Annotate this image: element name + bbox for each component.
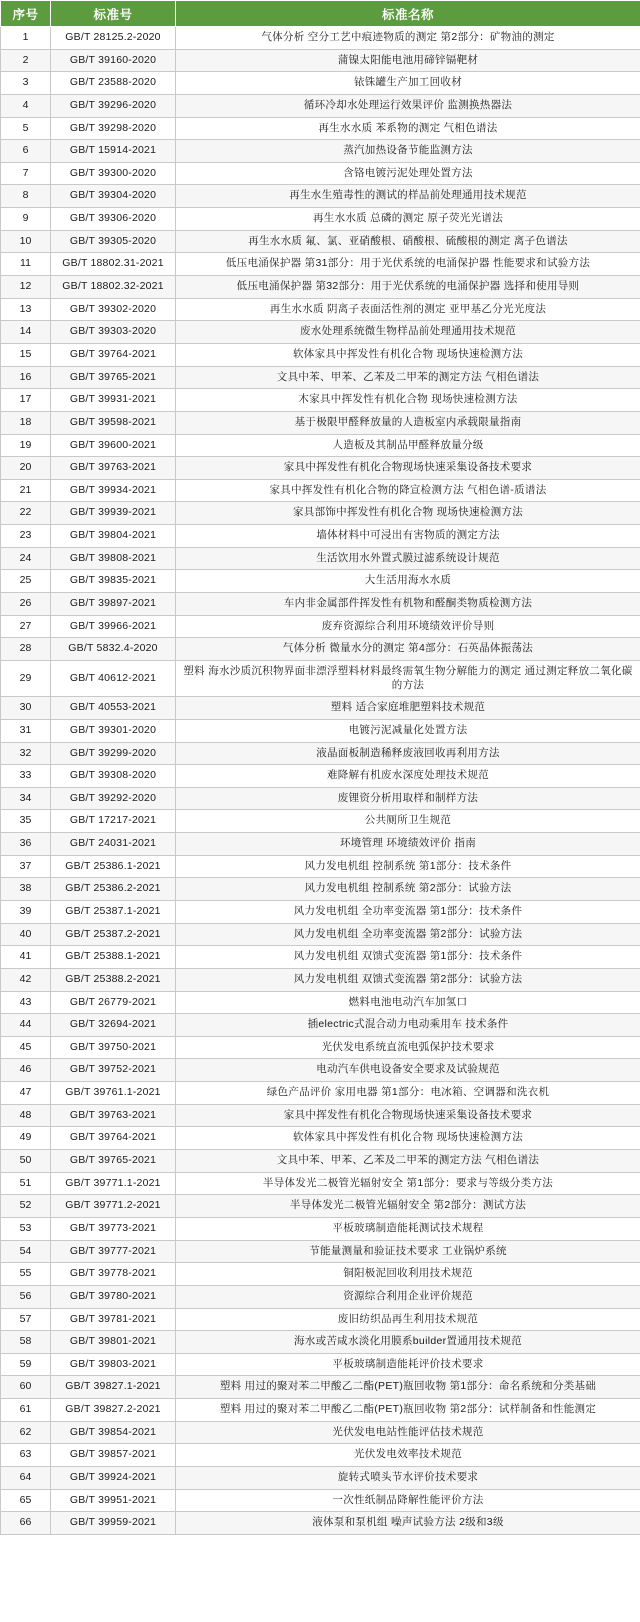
cell-standard-code: GB/T 39292-2020 (51, 787, 176, 810)
cell-serial-number: 48 (1, 1104, 51, 1127)
cell-standard-code: GB/T 39763-2021 (51, 457, 176, 480)
cell-standard-code: GB/T 23588-2020 (51, 72, 176, 95)
cell-serial-number: 46 (1, 1059, 51, 1082)
cell-standard-name: 气体分析 空分工艺中痕迹物质的测定 第2部分：矿物油的测定 (176, 27, 640, 50)
cell-standard-name: 海水或苦咸水淡化用膜系builder置通用技术规范 (176, 1331, 640, 1354)
cell-standard-name: 家具中挥发性有机化合物的降宣检测方法 气相色谱-质谱法 (176, 479, 640, 502)
cell-serial-number: 44 (1, 1014, 51, 1037)
table-row (1, 1014, 640, 1037)
cell-standard-name: 风力发电机组 全功率变流器 第1部分：技术条件 (176, 900, 640, 923)
cell-serial-number: 43 (1, 991, 51, 1014)
cell-standard-name: 光伏发电电站性能评估技术规范 (176, 1421, 640, 1444)
cell-standard-code: GB/T 39803-2021 (51, 1353, 176, 1376)
cell-standard-code: GB/T 39781-2021 (51, 1308, 176, 1331)
cell-serial-number: 61 (1, 1399, 51, 1422)
table-row (1, 1331, 640, 1354)
table-row (1, 366, 640, 389)
cell-standard-code: GB/T 5832.4-2020 (51, 638, 176, 661)
cell-serial-number: 6 (1, 140, 51, 163)
cell-standard-name: 再生水生殖毒性的测试的样品前处理通用技术规范 (176, 185, 640, 208)
table-row (1, 660, 640, 696)
table-row (1, 1467, 640, 1490)
cell-standard-code: GB/T 39296-2020 (51, 94, 176, 117)
cell-serial-number: 51 (1, 1172, 51, 1195)
cell-standard-code: GB/T 39854-2021 (51, 1421, 176, 1444)
table-row (1, 1195, 640, 1218)
table-row (1, 72, 640, 95)
cell-serial-number: 13 (1, 298, 51, 321)
cell-standard-name: 一次性纸制品降解性能评价方法 (176, 1489, 640, 1512)
cell-standard-name: 低压电涌保护器 第32部分：用于光伏系统的电涌保护器 选择和使用导则 (176, 276, 640, 299)
cell-standard-code: GB/T 15914-2021 (51, 140, 176, 163)
cell-standard-name: 液晶面板制造稀释废液回收再利用方法 (176, 742, 640, 765)
table-row (1, 27, 640, 50)
table-row (1, 742, 640, 765)
cell-serial-number: 7 (1, 162, 51, 185)
cell-serial-number: 53 (1, 1217, 51, 1240)
cell-serial-number: 54 (1, 1240, 51, 1263)
cell-standard-code: GB/T 39764-2021 (51, 1127, 176, 1150)
table-row (1, 968, 640, 991)
cell-standard-code: GB/T 39761.1-2021 (51, 1082, 176, 1105)
cell-serial-number: 38 (1, 878, 51, 901)
cell-serial-number: 21 (1, 479, 51, 502)
cell-standard-code: GB/T 39951-2021 (51, 1489, 176, 1512)
table-row (1, 502, 640, 525)
cell-serial-number: 2 (1, 49, 51, 72)
table-header (1, 1, 640, 27)
cell-standard-code: GB/T 40612-2021 (51, 660, 176, 696)
cell-standard-name: 再生水水质 总磷的测定 原子荧光光谱法 (176, 208, 640, 231)
cell-standard-name: 燃料电池电动汽车加氢口 (176, 991, 640, 1014)
cell-standard-name: 文具中苯、甲苯、乙苯及二甲苯的测定方法 气相色谱法 (176, 366, 640, 389)
cell-standard-name: 风力发电机组 双馈式变流器 第2部分：试验方法 (176, 968, 640, 991)
table-row (1, 343, 640, 366)
cell-serial-number: 52 (1, 1195, 51, 1218)
cell-serial-number: 17 (1, 389, 51, 412)
cell-serial-number: 22 (1, 502, 51, 525)
cell-standard-name: 大生活用海水水质 (176, 570, 640, 593)
cell-serial-number: 1 (1, 27, 51, 50)
cell-standard-name: 生活饮用水外置式膜过滤系统设计规范 (176, 547, 640, 570)
column-header-name: 标准名称 (176, 1, 640, 27)
cell-serial-number: 30 (1, 697, 51, 720)
cell-standard-name: 家具部饰中挥发性有机化合物 现场快速检测方法 (176, 502, 640, 525)
cell-standard-name: 平板玻璃制造能耗测试技术规程 (176, 1217, 640, 1240)
table-row (1, 1421, 640, 1444)
cell-standard-name: 废旧纺织品再生利用技术规范 (176, 1308, 640, 1331)
cell-standard-code: GB/T 39750-2021 (51, 1036, 176, 1059)
table-row (1, 1353, 640, 1376)
table-row (1, 1150, 640, 1173)
cell-serial-number: 37 (1, 855, 51, 878)
table-row (1, 787, 640, 810)
cell-serial-number: 25 (1, 570, 51, 593)
table-row (1, 1489, 640, 1512)
cell-standard-code: GB/T 39764-2021 (51, 343, 176, 366)
table-row (1, 230, 640, 253)
cell-serial-number: 27 (1, 615, 51, 638)
cell-serial-number: 60 (1, 1376, 51, 1399)
cell-serial-number: 39 (1, 900, 51, 923)
cell-standard-code: GB/T 39600-2021 (51, 434, 176, 457)
cell-serial-number: 64 (1, 1467, 51, 1490)
cell-serial-number: 14 (1, 321, 51, 344)
cell-standard-name: 车内非金属部件挥发性有机物和醛酮类物质检测方法 (176, 593, 640, 616)
cell-standard-name: 铜阳极泥回收利用技术规范 (176, 1263, 640, 1286)
cell-serial-number: 15 (1, 343, 51, 366)
cell-serial-number: 24 (1, 547, 51, 570)
cell-standard-code: GB/T 39308-2020 (51, 765, 176, 788)
cell-standard-name: 塑料 用过的聚对苯二甲酸乙二酯(PET)瓶回收物 第1部分：命名系统和分类基础 (176, 1376, 640, 1399)
cell-standard-name: 资源综合利用企业评价规范 (176, 1285, 640, 1308)
table-row (1, 457, 640, 480)
table-row (1, 1240, 640, 1263)
cell-standard-code: GB/T 39598-2021 (51, 411, 176, 434)
cell-serial-number: 49 (1, 1127, 51, 1150)
cell-standard-name: 平板玻璃制造能耗评价技术要求 (176, 1353, 640, 1376)
cell-serial-number: 34 (1, 787, 51, 810)
cell-standard-code: GB/T 25386.2-2021 (51, 878, 176, 901)
table-row (1, 298, 640, 321)
table-row (1, 593, 640, 616)
table-row (1, 117, 640, 140)
table-row (1, 525, 640, 548)
cell-serial-number: 16 (1, 366, 51, 389)
table-row (1, 570, 640, 593)
table-row (1, 1308, 640, 1331)
cell-standard-code: GB/T 25387.2-2021 (51, 923, 176, 946)
cell-serial-number: 20 (1, 457, 51, 480)
cell-standard-code: GB/T 39835-2021 (51, 570, 176, 593)
cell-serial-number: 65 (1, 1489, 51, 1512)
cell-standard-code: GB/T 39752-2021 (51, 1059, 176, 1082)
cell-standard-code: GB/T 39771.1-2021 (51, 1172, 176, 1195)
cell-standard-code: GB/T 18802.32-2021 (51, 276, 176, 299)
table-row (1, 1104, 640, 1127)
cell-standard-name: 电动汽车供电设备安全要求及试验规范 (176, 1059, 640, 1082)
cell-standard-code: GB/T 39827.1-2021 (51, 1376, 176, 1399)
cell-serial-number: 10 (1, 230, 51, 253)
cell-standard-name: 插electric式混合动力电动乘用车 技术条件 (176, 1014, 640, 1037)
cell-serial-number: 59 (1, 1353, 51, 1376)
cell-standard-code: GB/T 24031-2021 (51, 833, 176, 856)
cell-serial-number: 62 (1, 1421, 51, 1444)
cell-standard-code: GB/T 39763-2021 (51, 1104, 176, 1127)
table-row (1, 991, 640, 1014)
table-row (1, 276, 640, 299)
cell-standard-code: GB/T 39301-2020 (51, 719, 176, 742)
cell-standard-code: GB/T 39780-2021 (51, 1285, 176, 1308)
table-row (1, 1217, 640, 1240)
cell-standard-name: 风力发电机组 全功率变流器 第2部分：试验方法 (176, 923, 640, 946)
cell-standard-name: 铱铢罐生产加工回收材 (176, 72, 640, 95)
cell-standard-name: 风力发电机组 控制系统 第2部分：试验方法 (176, 878, 640, 901)
cell-standard-name: 环境管理 环境绩效评价 指南 (176, 833, 640, 856)
cell-standard-code: GB/T 39306-2020 (51, 208, 176, 231)
cell-standard-name: 塑料 海水沙质沉积物界面非漂浮塑料材料最终需氧生物分解能力的测定 通过测定释放二氧化碳的方法 (176, 660, 640, 696)
cell-serial-number: 8 (1, 185, 51, 208)
cell-standard-code: GB/T 28125.2-2020 (51, 27, 176, 50)
cell-standard-code: GB/T 39302-2020 (51, 298, 176, 321)
table-row (1, 49, 640, 72)
cell-standard-code: GB/T 39778-2021 (51, 1263, 176, 1286)
cell-serial-number: 31 (1, 719, 51, 742)
cell-standard-code: GB/T 39303-2020 (51, 321, 176, 344)
cell-standard-code: GB/T 39160-2020 (51, 49, 176, 72)
cell-standard-name: 公共厕所卫生规范 (176, 810, 640, 833)
cell-serial-number: 63 (1, 1444, 51, 1467)
cell-standard-name: 光伏发电系统直流电弧保护技术要求 (176, 1036, 640, 1059)
table-row (1, 946, 640, 969)
table-row (1, 434, 640, 457)
table-row (1, 1376, 640, 1399)
cell-standard-code: GB/T 39808-2021 (51, 547, 176, 570)
table-row (1, 208, 640, 231)
cell-standard-code: GB/T 39931-2021 (51, 389, 176, 412)
cell-standard-code: GB/T 39777-2021 (51, 1240, 176, 1263)
cell-standard-code: GB/T 40553-2021 (51, 697, 176, 720)
cell-serial-number: 47 (1, 1082, 51, 1105)
cell-standard-name: 再生水水质 阴离子表面活性剂的测定 亚甲基乙分光光度法 (176, 298, 640, 321)
cell-standard-name: 节能量测量和验证技术要求 工业锅炉系统 (176, 1240, 640, 1263)
cell-standard-code: GB/T 25387.1-2021 (51, 900, 176, 923)
cell-serial-number: 4 (1, 94, 51, 117)
cell-standard-code: GB/T 39924-2021 (51, 1467, 176, 1490)
cell-standard-name: 墙体材料中可浸出有害物质的测定方法 (176, 525, 640, 548)
cell-standard-name: 气体分析 微量水分的测定 第4部分：石英晶体振荡法 (176, 638, 640, 661)
table-row (1, 638, 640, 661)
cell-standard-name: 液体泵和泵机组 噪声试验方法 2级和3级 (176, 1512, 640, 1535)
table-row (1, 479, 640, 502)
cell-standard-code: GB/T 39773-2021 (51, 1217, 176, 1240)
cell-serial-number: 29 (1, 660, 51, 696)
cell-serial-number: 57 (1, 1308, 51, 1331)
table-row (1, 1127, 640, 1150)
cell-standard-name: 低压电涌保护器 第31部分：用于光伏系统的电涌保护器 性能要求和试验方法 (176, 253, 640, 276)
table-row (1, 1059, 640, 1082)
cell-standard-name: 再生水水质 氟、氯、亚硝酸根、硝酸根、硫酸根的测定 离子色谱法 (176, 230, 640, 253)
cell-standard-code: GB/T 26779-2021 (51, 991, 176, 1014)
cell-standard-code: GB/T 39298-2020 (51, 117, 176, 140)
cell-standard-code: GB/T 25388.2-2021 (51, 968, 176, 991)
cell-serial-number: 23 (1, 525, 51, 548)
table-row (1, 765, 640, 788)
cell-serial-number: 5 (1, 117, 51, 140)
table-row (1, 162, 640, 185)
cell-standard-name: 光伏发电效率技术规范 (176, 1444, 640, 1467)
cell-serial-number: 28 (1, 638, 51, 661)
cell-standard-name: 软体家具中挥发性有机化合物 现场快速检测方法 (176, 343, 640, 366)
table-row (1, 900, 640, 923)
column-header-code: 标准号 (51, 1, 176, 27)
cell-standard-code: GB/T 39765-2021 (51, 1150, 176, 1173)
cell-standard-name: 蒲镍太阳能电池用碲锌镉靶材 (176, 49, 640, 72)
cell-standard-name: 半导体发光二极管光辐射安全 第1部分：要求与等级分类方法 (176, 1172, 640, 1195)
cell-serial-number: 18 (1, 411, 51, 434)
cell-standard-name: 塑料 用过的聚对苯二甲酸乙二酯(PET)瓶回收物 第2部分：试样制备和性能测定 (176, 1399, 640, 1422)
table-row (1, 1263, 640, 1286)
cell-standard-name: 蒸汽加热设备节能监测方法 (176, 140, 640, 163)
cell-standard-code: GB/T 39939-2021 (51, 502, 176, 525)
cell-standard-name: 风力发电机组 控制系统 第1部分：技术条件 (176, 855, 640, 878)
cell-serial-number: 42 (1, 968, 51, 991)
cell-standard-code: GB/T 39300-2020 (51, 162, 176, 185)
cell-standard-code: GB/T 25386.1-2021 (51, 855, 176, 878)
cell-serial-number: 19 (1, 434, 51, 457)
cell-standard-name: 难降解有机废水深度处理技术规范 (176, 765, 640, 788)
table-row (1, 94, 640, 117)
cell-standard-code: GB/T 39801-2021 (51, 1331, 176, 1354)
cell-standard-code: GB/T 18802.31-2021 (51, 253, 176, 276)
cell-standard-code: GB/T 17217-2021 (51, 810, 176, 833)
cell-standard-code: GB/T 39765-2021 (51, 366, 176, 389)
table-row (1, 389, 640, 412)
cell-standard-code: GB/T 39966-2021 (51, 615, 176, 638)
table-row (1, 923, 640, 946)
table-row (1, 697, 640, 720)
cell-serial-number: 32 (1, 742, 51, 765)
cell-standard-name: 家具中挥发性有机化合物现场快速采集设备技术要求 (176, 1104, 640, 1127)
cell-standard-name: 循环冷却水处理运行效果评价 监测换热器法 (176, 94, 640, 117)
cell-standard-code: GB/T 39304-2020 (51, 185, 176, 208)
table-row (1, 185, 640, 208)
cell-serial-number: 40 (1, 923, 51, 946)
cell-standard-name: 基于极限甲醛释放量的人造板室内承载限量指南 (176, 411, 640, 434)
cell-standard-name: 废锂资分析用取样和制样方法 (176, 787, 640, 810)
cell-standard-name: 半导体发光二极管光辐射安全 第2部分：测试方法 (176, 1195, 640, 1218)
cell-serial-number: 56 (1, 1285, 51, 1308)
cell-standard-name: 绿色产品评价 家用电器 第1部分：电冰箱、空调器和洗衣机 (176, 1082, 640, 1105)
table-row (1, 810, 640, 833)
cell-standard-name: 电镀污泥减量化处置方法 (176, 719, 640, 742)
cell-serial-number: 9 (1, 208, 51, 231)
cell-serial-number: 58 (1, 1331, 51, 1354)
cell-serial-number: 33 (1, 765, 51, 788)
cell-serial-number: 50 (1, 1150, 51, 1173)
cell-standard-code: GB/T 39934-2021 (51, 479, 176, 502)
cell-standard-name: 再生水水质 苯系物的测定 气相色谱法 (176, 117, 640, 140)
cell-standard-name: 废弃资源综合利用环境绩效评价导则 (176, 615, 640, 638)
table-row (1, 719, 640, 742)
cell-standard-name: 软体家具中挥发性有机化合物 现场快速检测方法 (176, 1127, 640, 1150)
cell-serial-number: 12 (1, 276, 51, 299)
cell-standard-code: GB/T 25388.1-2021 (51, 946, 176, 969)
cell-serial-number: 3 (1, 72, 51, 95)
cell-serial-number: 11 (1, 253, 51, 276)
cell-standard-name: 风力发电机组 双馈式变流器 第1部分：技术条件 (176, 946, 640, 969)
cell-standard-name: 废水处理系统微生物样品前处理通用技术规范 (176, 321, 640, 344)
table-row (1, 411, 640, 434)
table-row (1, 547, 640, 570)
table-row (1, 855, 640, 878)
table-row (1, 253, 640, 276)
table-row (1, 140, 640, 163)
table-row (1, 1444, 640, 1467)
cell-standard-code: GB/T 39305-2020 (51, 230, 176, 253)
cell-serial-number: 35 (1, 810, 51, 833)
column-header-no: 序号 (1, 1, 51, 27)
table-row (1, 1036, 640, 1059)
table-row (1, 321, 640, 344)
cell-serial-number: 66 (1, 1512, 51, 1535)
cell-serial-number: 45 (1, 1036, 51, 1059)
cell-standard-name: 文具中苯、甲苯、乙苯及二甲苯的测定方法 气相色谱法 (176, 1150, 640, 1173)
table-row (1, 833, 640, 856)
table-row (1, 1285, 640, 1308)
cell-serial-number: 55 (1, 1263, 51, 1286)
table-body (1, 27, 640, 1535)
table-row (1, 1172, 640, 1195)
table-row (1, 1399, 640, 1422)
cell-standard-name: 塑料 适合家庭堆肥塑料技术规范 (176, 697, 640, 720)
table-row (1, 615, 640, 638)
cell-standard-code: GB/T 39299-2020 (51, 742, 176, 765)
cell-standard-code: GB/T 39804-2021 (51, 525, 176, 548)
cell-standard-name: 家具中挥发性有机化合物现场快速采集设备技术要求 (176, 457, 640, 480)
cell-standard-code: GB/T 39959-2021 (51, 1512, 176, 1535)
table-header-row (1, 1, 640, 27)
cell-standard-code: GB/T 39827.2-2021 (51, 1399, 176, 1422)
table-row (1, 1512, 640, 1535)
cell-serial-number: 26 (1, 593, 51, 616)
cell-standard-code: GB/T 39897-2021 (51, 593, 176, 616)
cell-standard-code: GB/T 32694-2021 (51, 1014, 176, 1037)
cell-standard-name: 人造板及其制品甲醛释放量分级 (176, 434, 640, 457)
cell-standard-name: 旋转式喷头节水评价技术要求 (176, 1467, 640, 1490)
table-row (1, 1082, 640, 1105)
cell-standard-code: GB/T 39857-2021 (51, 1444, 176, 1467)
cell-serial-number: 36 (1, 833, 51, 856)
table-row (1, 878, 640, 901)
cell-standard-name: 含铬电镀污泥处理处置方法 (176, 162, 640, 185)
cell-serial-number: 41 (1, 946, 51, 969)
cell-standard-name: 木家具中挥发性有机化合物 现场快速检测方法 (176, 389, 640, 412)
cell-standard-code: GB/T 39771.2-2021 (51, 1195, 176, 1218)
